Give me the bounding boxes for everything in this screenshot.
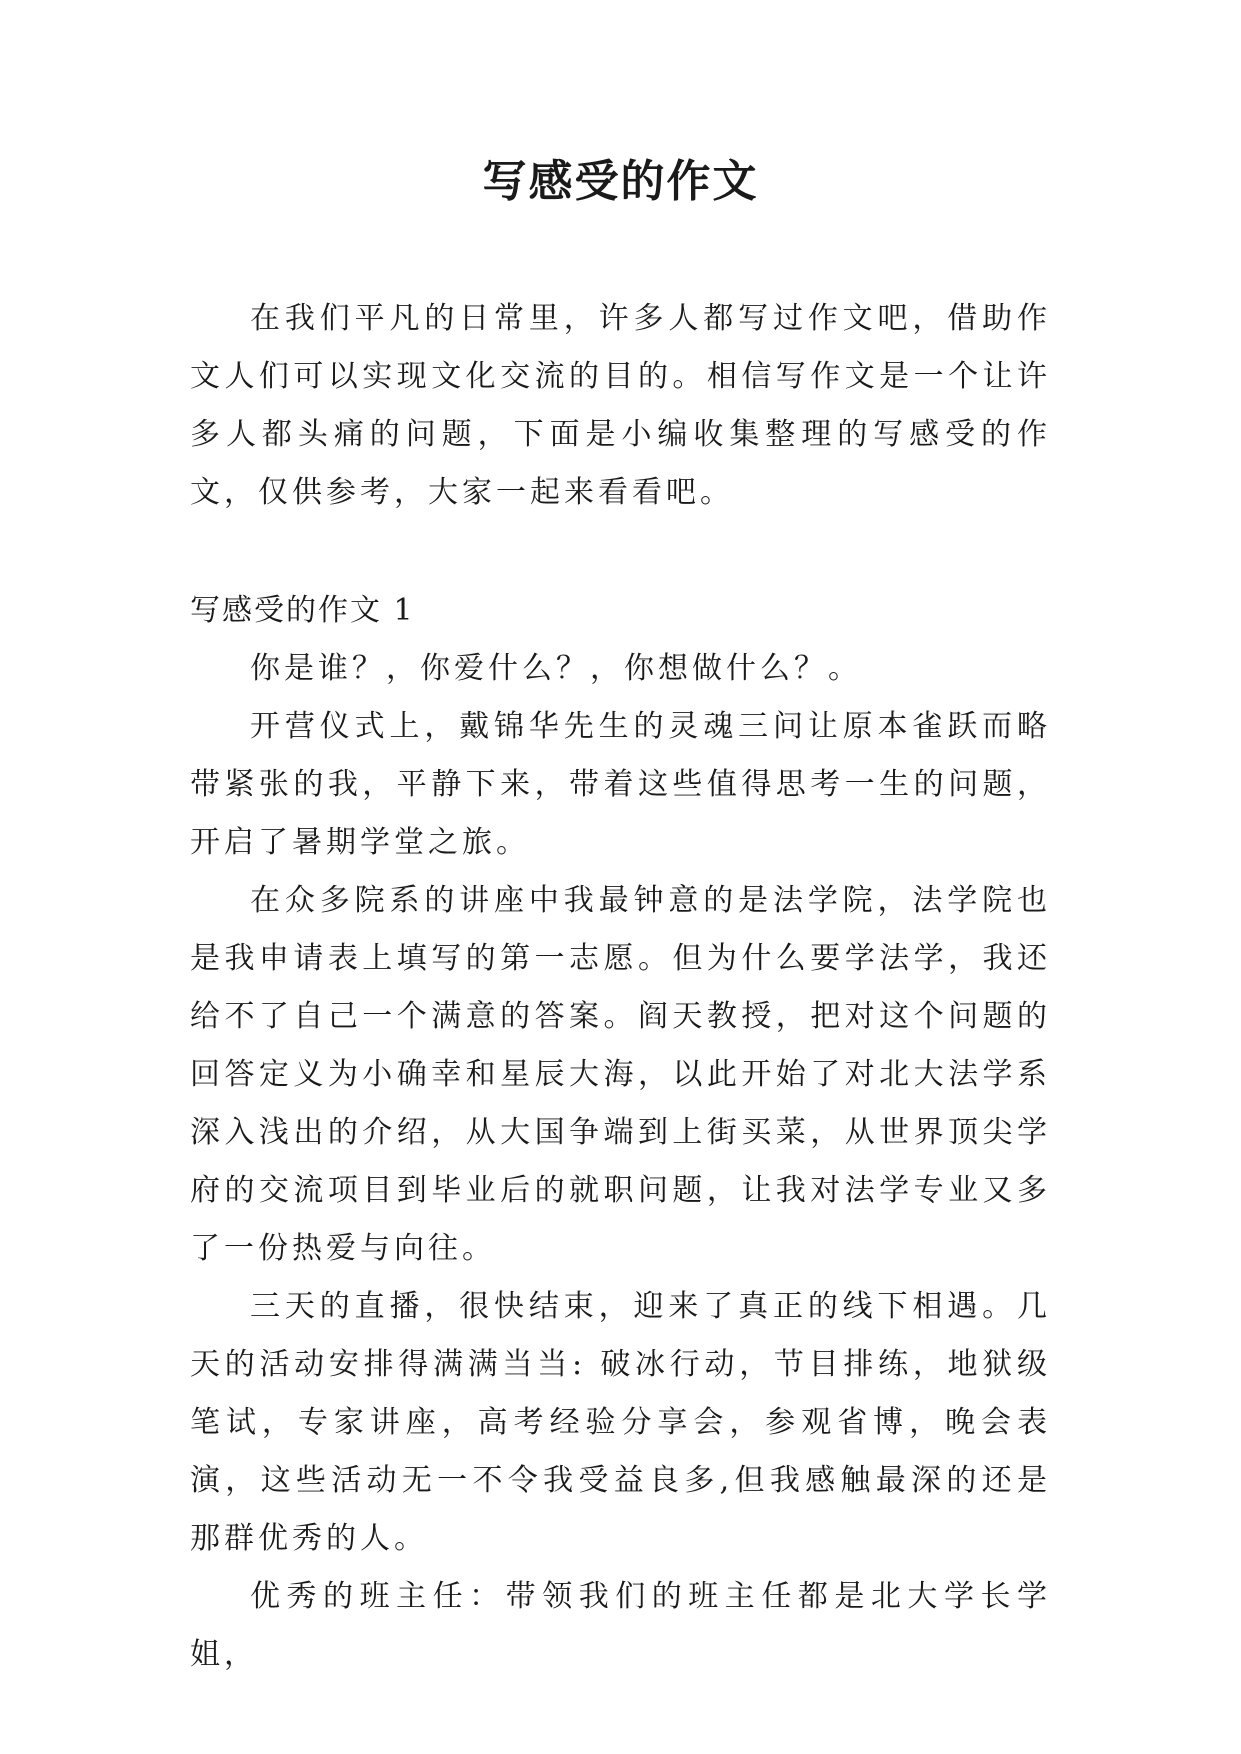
body-paragraph: 在众多院系的讲座中我最钟意的是法学院，法学院也是我申请表上填写的第一志愿。但为什么要学法学，我还给不了自己一个满意的答案。阎天教授，把对这个问题的回答定义为小确幸和星辰大海，以此开始了对北大法学系深入浅出的介绍，从大国争端到上街买菜，从世界顶尖学府的交流项目到毕业后的就职问题，让我对法学专业又多了一份热爱与向往。 — [190, 883, 1051, 1266]
body-paragraph: 优秀的班主任：带领我们的班主任都是北大学长学姐， — [190, 1579, 1051, 1672]
body-paragraph: 你是谁？，你爱什么？，你想做什么？。 — [250, 651, 862, 686]
intro-paragraph: 在我们平凡的日常里，许多人都写过作文吧，借助作文人们可以实现文化交流的目的。相信写作文是一个让许多人都头痛的问题，下面是小编收集整理的写感受的作文，仅供参考，大家一起来看看吧。 — [190, 301, 1051, 510]
document-body — [190, 290, 1051, 1684]
body-paragraph: 三天的直播，很快结束，迎来了真正的线下相遇。几天的活动安排得满满当当: 破冰行动，节目排练，地狱级笔试，专家讲座，高考经验分享会，参观省博，晚会表演，这些活动无一不令我受益良多,但我感触最深的还是那群优秀的人。 — [190, 1289, 1051, 1556]
document-title: 写感受的作文 — [482, 156, 759, 207]
section-heading: 写感受的作文 1 — [190, 593, 415, 628]
body-paragraph: 开营仪式上，戴锦华先生的灵魂三问让原本雀跃而略带紧张的我，平静下来，带着这些值得思考一生的问题，开启了暑期学堂之旅。 — [190, 709, 1051, 860]
